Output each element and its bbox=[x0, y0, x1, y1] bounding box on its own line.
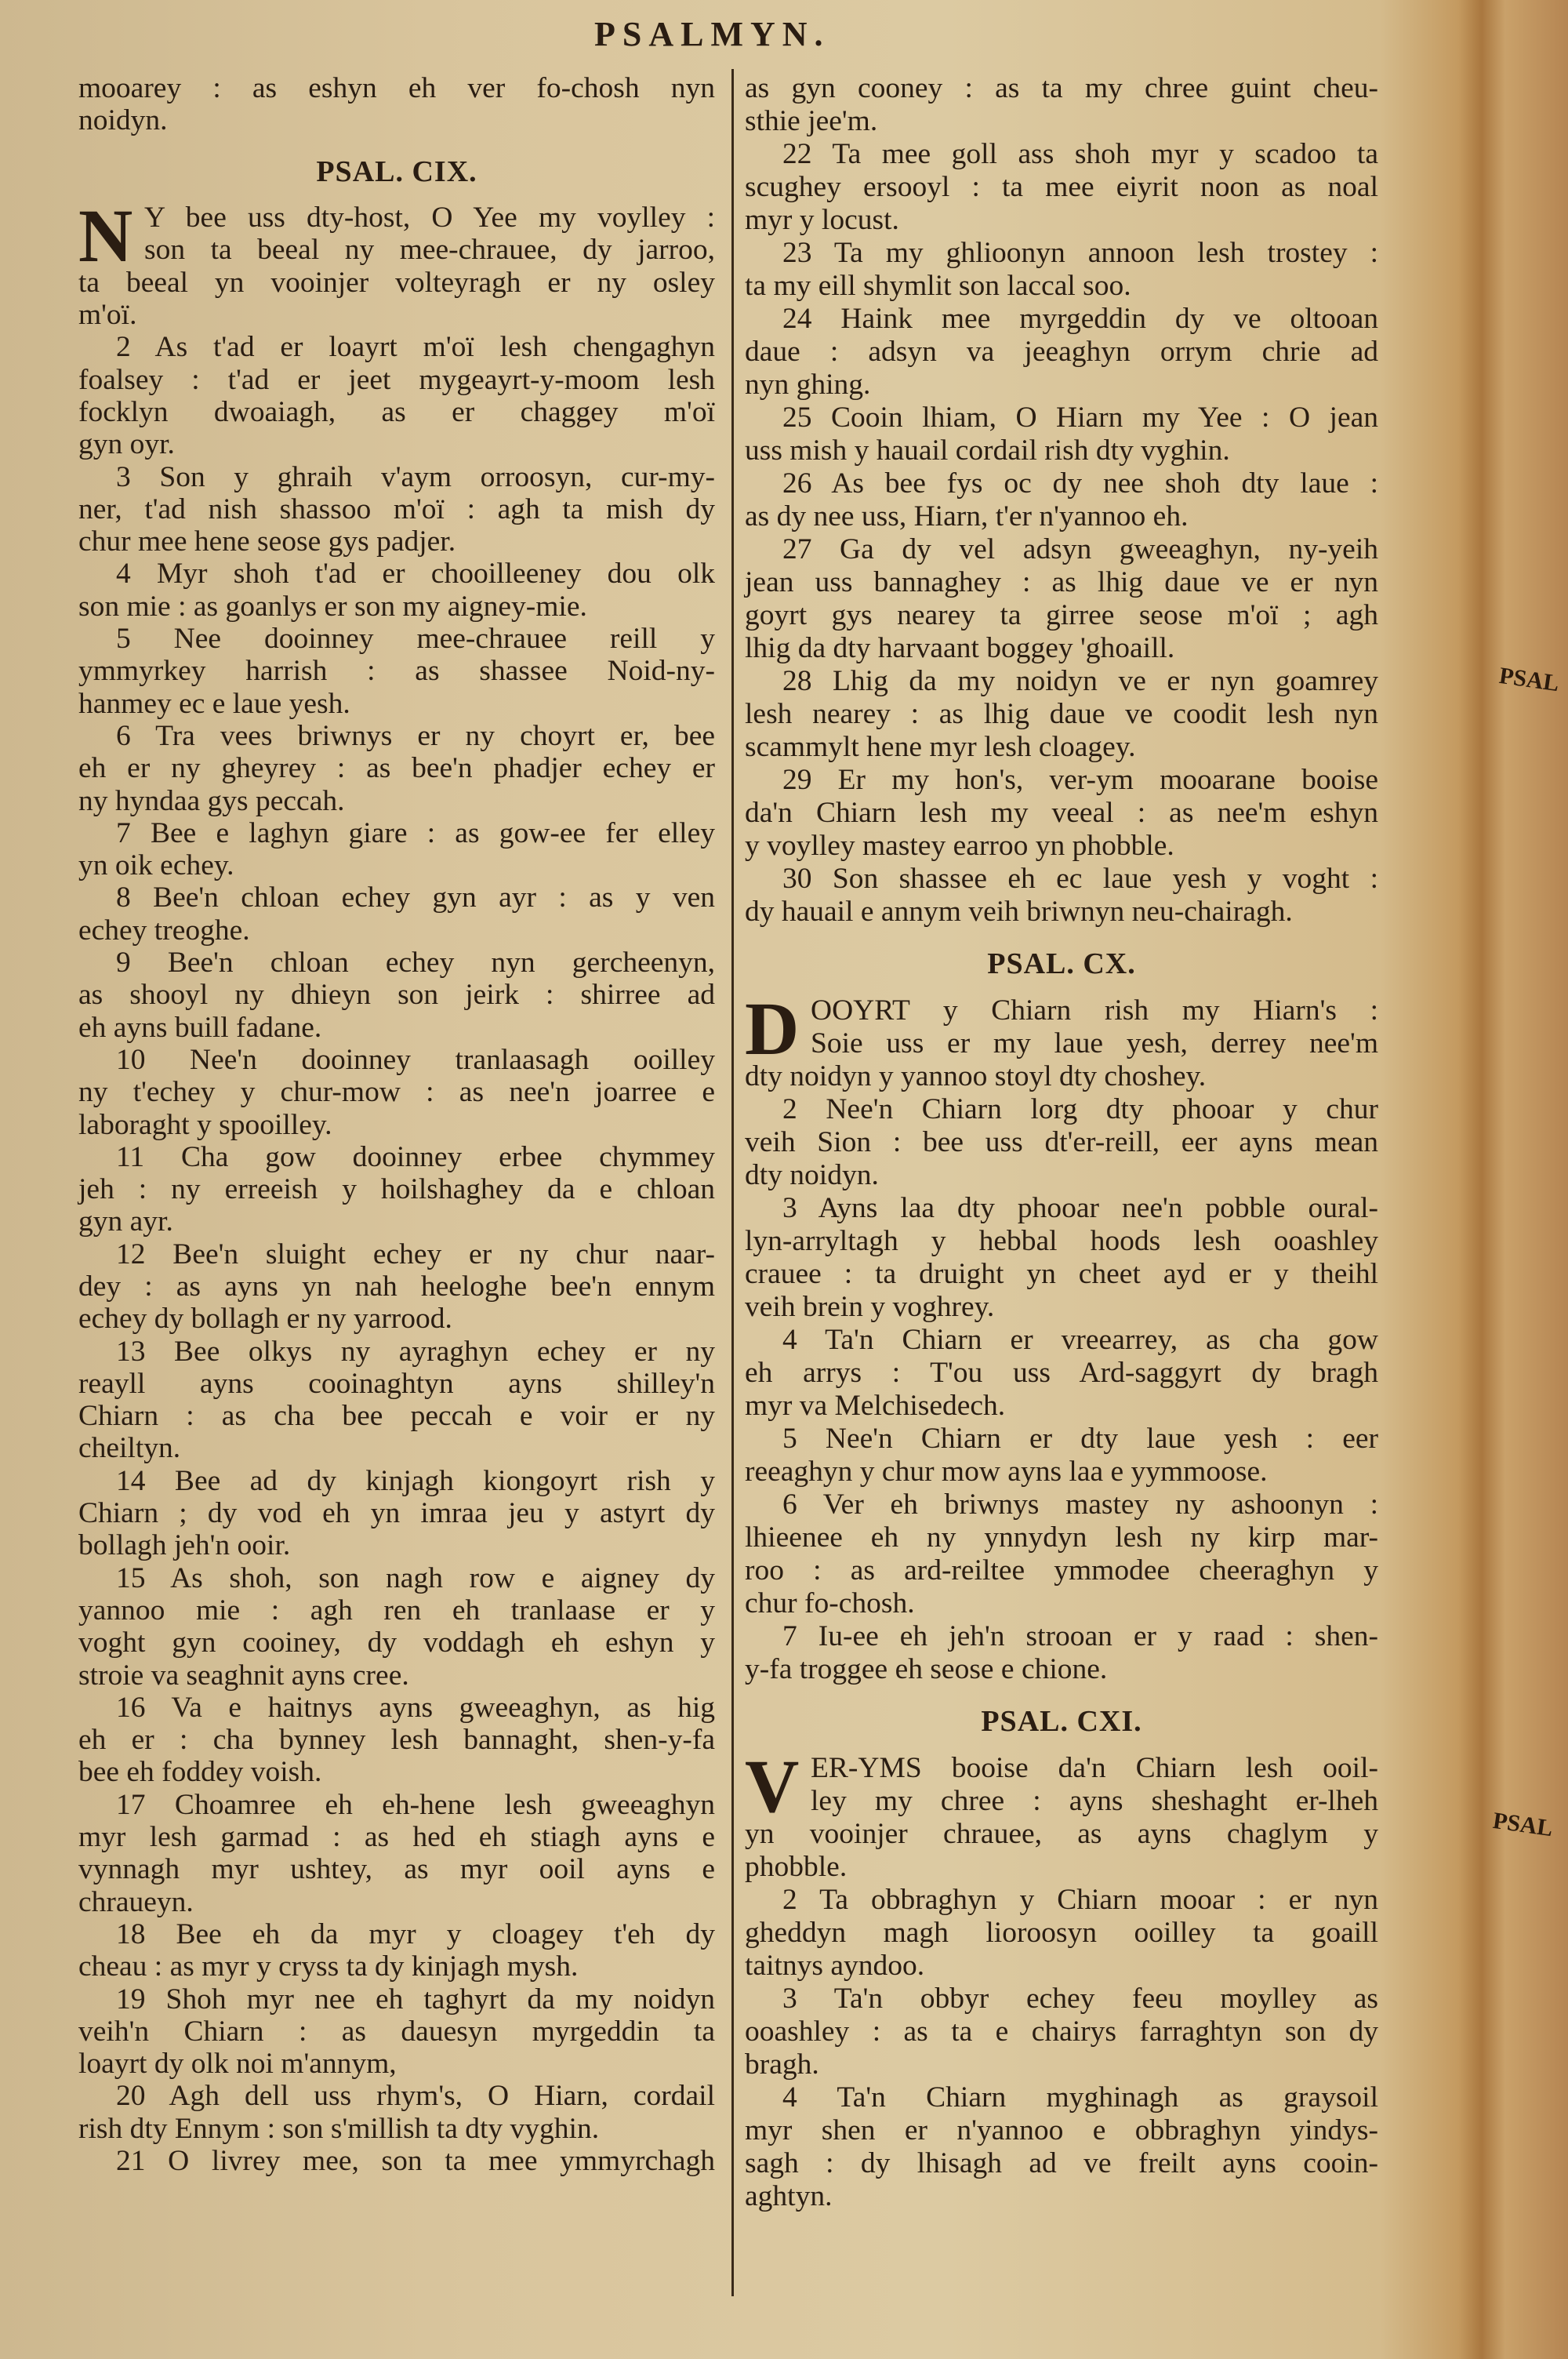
text-line: son ta beeal ny mee-chrauee, dy jarroo, bbox=[144, 234, 715, 267]
text-line: lesh nearey : as lhig daue ve coodit lesh nyn bbox=[745, 698, 1378, 730]
text-line: 27 Ga dy vel adsyn gweeaghyn, ny-yeih bbox=[782, 533, 1378, 565]
facing-page-heading-fragment: PSAL bbox=[1491, 1807, 1555, 1842]
verse-paragraph bbox=[745, 863, 1378, 929]
text-line: cheau : as myr y cryss ta dy kinjagh mysh. bbox=[78, 1950, 579, 1983]
verse-paragraph bbox=[745, 138, 1378, 237]
text-line: as dy nee uss, Hiarn, t'er n'yannoo eh. bbox=[745, 500, 1189, 533]
text-line: dty noidyn y yannoo stoyl dty choshey. bbox=[745, 1060, 1207, 1092]
verse-paragraph bbox=[745, 467, 1378, 533]
text-line: as gyn cooney : as ta my chree guint cheu- bbox=[745, 72, 1378, 104]
text-line: ymmyrkey harrish : as shassee Noid-ny- bbox=[78, 655, 715, 688]
text-line: ley my chree : ayns sheshaght er-lheh bbox=[811, 1785, 1378, 1817]
text-line: jean uss bannaghey : as lhig daue ve er nyn bbox=[745, 566, 1378, 598]
verse-paragraph bbox=[745, 1884, 1378, 1983]
text-line: yannoo mie : agh ren eh tranlaase er y bbox=[78, 1594, 715, 1627]
text-line: chur fo-chosh. bbox=[745, 1587, 915, 1619]
text-line: 7 Iu-ee eh jeh'n strooan er y raad : shen- bbox=[782, 1620, 1378, 1652]
text-line: rish dty Ennym : son s'millish ta dty vyghin. bbox=[78, 2112, 600, 2145]
text-line: 18 Bee eh da myr y cloagey t'eh dy bbox=[116, 1917, 715, 1950]
verse-paragraph bbox=[78, 1562, 715, 1692]
running-head: PSALMYN. bbox=[594, 15, 830, 53]
verse-paragraph bbox=[745, 764, 1378, 863]
psalm-opening-verse bbox=[745, 987, 1378, 1093]
verse-paragraph bbox=[78, 881, 715, 947]
psalm-opening-verse bbox=[745, 1744, 1378, 1884]
text-line: vynnagh myr ushtey, as myr ooil ayns e bbox=[78, 1853, 715, 1886]
text-line: echey treoghe. bbox=[78, 914, 250, 947]
text-line: y-fa troggee eh seose e chione. bbox=[745, 1653, 1108, 1685]
text-line: 14 Bee ad dy kinjagh kiongoyrt rish y bbox=[116, 1464, 715, 1497]
text-line: 11 Cha gow dooinney erbee chymmey bbox=[116, 1140, 715, 1173]
left-column bbox=[78, 72, 715, 2177]
verse-paragraph bbox=[78, 461, 715, 558]
verse-paragraph bbox=[78, 1044, 715, 1141]
text-line: 4 Ta'n Chiarn myghinagh as graysoil bbox=[782, 2081, 1378, 2114]
text-line: 15 As shoh, son nagh row e aigney dy bbox=[116, 1561, 715, 1594]
verse-paragraph bbox=[745, 1324, 1378, 1423]
verse-paragraph bbox=[78, 1918, 715, 1983]
text-line: scughey ersooyl : ta mee eiyrit noon as noal bbox=[745, 171, 1378, 203]
text-line: 30 Son shassee eh ec laue yesh y voght : bbox=[782, 863, 1378, 895]
text-line: sthie jee'm. bbox=[745, 105, 878, 137]
verse-paragraph bbox=[745, 303, 1378, 402]
verse-paragraph bbox=[745, 1192, 1378, 1324]
text-line: chur mee hene seose gys padjer. bbox=[78, 525, 456, 558]
text-line: 6 Ver eh briwnys mastey ny ashoonyn : bbox=[782, 1488, 1378, 1521]
text-line: 6 Tra vees briwnys er ny choyrt er, bee bbox=[116, 719, 715, 752]
text-line: 5 Nee'n Chiarn er dty laue yesh : eer bbox=[782, 1423, 1378, 1455]
text-line: mooarey : as eshyn eh ver fo-chosh nyn bbox=[78, 72, 715, 104]
text-line: foalsey : t'ad er jeet mygeayrt-y-moom lesh bbox=[78, 363, 715, 396]
text-line: 17 Choamree eh eh-hene lesh gweeaghyn bbox=[116, 1788, 715, 1821]
text-line: ny t'echey y chur-mow : as nee'n joarree e bbox=[78, 1076, 715, 1109]
text-line: sagh : dy lhisagh ad ve freilt ayns cooin- bbox=[745, 2147, 1378, 2179]
text-line: 3 Ta'n obbyr echey feeu moylley as bbox=[782, 1983, 1378, 2015]
text-line: y voylley mastey earroo yn phobble. bbox=[745, 830, 1174, 862]
verse-paragraph bbox=[78, 1983, 715, 2081]
text-line: 22 Ta mee goll ass shoh myr y scadoo ta bbox=[782, 138, 1378, 170]
drop-cap: D bbox=[745, 987, 800, 1070]
text-line: 26 As bee fys oc dy nee shoh dty laue : bbox=[782, 467, 1378, 500]
text-line: lhieenee eh ny ynnydyn lesh ny kirp mar- bbox=[745, 1521, 1378, 1554]
text-line: dty noidyn. bbox=[745, 1159, 879, 1191]
text-line: 3 Ayns laa dty phooar nee'n pobble oural- bbox=[782, 1192, 1378, 1224]
verse-paragraph bbox=[78, 1238, 715, 1336]
text-line: lyn-arryltagh y hebbal hoods lesh ooashley bbox=[745, 1225, 1378, 1257]
text-line: ER-YMS booise da'n Chiarn lesh ooil- bbox=[811, 1752, 1378, 1784]
verse-paragraph bbox=[745, 72, 1378, 138]
text-line: 2 Nee'n Chiarn lorg dty phooar y chur bbox=[782, 1093, 1378, 1125]
text-line: ooashley : as ta e chairys farraghtyn son dy bbox=[745, 2016, 1378, 2048]
text-line: da'n Chiarn lesh my veeal : as nee'm eshyn bbox=[745, 797, 1378, 829]
text-line: reeaghyn y chur mow ayns laa e yymmoose. bbox=[745, 1456, 1268, 1488]
text-line: bee eh foddey voish. bbox=[78, 1756, 322, 1789]
text-line: eh er : cha bynney lesh bannaght, shen-y-fa bbox=[78, 1724, 715, 1757]
text-line: dey : as ayns yn nah heeloghe bee'n ennym bbox=[78, 1270, 715, 1303]
text-line: 8 Bee'n chloan echey gyn ayr : as y ven bbox=[116, 881, 715, 914]
verse-paragraph bbox=[78, 558, 715, 623]
text-line: 20 Agh dell uss rhym's, O Hiarn, cordail bbox=[116, 2080, 715, 2113]
text-line: ny hyndaa gys peccah. bbox=[78, 784, 345, 817]
verse-paragraph bbox=[78, 2145, 715, 2177]
text-line: as shooyl ny dhieyn son jeirk : shirree ad bbox=[78, 979, 715, 1012]
text-line: focklyn dwoaiagh, as er chaggey m'oï bbox=[78, 395, 715, 428]
text-line: crauee : ta druight yn cheet ayd er y theihl bbox=[745, 1258, 1378, 1290]
verse-paragraph bbox=[745, 402, 1378, 467]
text-line: uss mish y hauail cordail rish dty vyghin. bbox=[745, 434, 1230, 467]
facing-page-edge bbox=[1482, 0, 1568, 2359]
text-line: eh ayns buill fadane. bbox=[78, 1011, 322, 1044]
text-line: Soie uss er my laue yesh, derrey nee'm bbox=[811, 1027, 1378, 1060]
text-line: 16 Va e haitnys ayns gweeaghyn, as hig bbox=[116, 1691, 715, 1724]
text-line: yn vooinjer chrauee, as ayns chaglym y bbox=[745, 1818, 1378, 1850]
text-line: veih brein y voghrey. bbox=[745, 1291, 995, 1323]
text-line: cheiltyn. bbox=[78, 1432, 181, 1465]
text-line: yn oik echey. bbox=[78, 849, 234, 882]
psalm-opening-verse bbox=[78, 194, 715, 332]
verse-paragraph bbox=[78, 1336, 715, 1465]
verse-paragraph bbox=[78, 1789, 715, 1918]
text-line: gheddyn magh lioroosyn ooilley ta goaill bbox=[745, 1917, 1378, 1949]
verse-paragraph bbox=[745, 665, 1378, 764]
verse-paragraph bbox=[78, 1465, 715, 1562]
text-line: chraueyn. bbox=[78, 1885, 194, 1918]
text-line: 10 Nee'n dooinney tranlaasagh ooilley bbox=[116, 1043, 715, 1076]
verse-paragraph bbox=[745, 237, 1378, 303]
text-line: ta my eill shymlit son laccal soo. bbox=[745, 270, 1131, 302]
text-line: 2 Ta obbraghyn y Chiarn mooar : er nyn bbox=[782, 1884, 1378, 1916]
verse-paragraph bbox=[745, 1983, 1378, 2081]
text-line: scammylt hene myr lesh cloagey. bbox=[745, 731, 1136, 763]
text-line: laboraght y spooilley. bbox=[78, 1108, 332, 1141]
text-line: 23 Ta my ghlioonyn annoon lesh trostey : bbox=[782, 237, 1378, 269]
text-line: 25 Cooin lhiam, O Hiarn my Yee : O jean bbox=[782, 402, 1378, 434]
text-line: noidyn. bbox=[78, 104, 168, 137]
text-line: lhig da dty harvaant boggey 'ghoaill. bbox=[745, 632, 1175, 664]
text-line: nyn ghing. bbox=[745, 369, 871, 401]
text-line: 21 O livrey mee, son ta mee ymmyrchagh bbox=[116, 2145, 715, 2177]
text-line: myr va Melchisedech. bbox=[745, 1390, 1006, 1422]
text-line: roo : as ard-reiltee ymmodee cheeraghyn y bbox=[745, 1554, 1378, 1587]
verse-paragraph bbox=[78, 947, 715, 1044]
text-line: gyn oyr. bbox=[78, 428, 175, 461]
text-line: 3 Son y ghraih v'aym orroosyn, cur-my- bbox=[116, 460, 715, 493]
text-line: myr y locust. bbox=[745, 204, 899, 236]
verse-paragraph bbox=[78, 720, 715, 817]
text-line: 2 As t'ad er loayrt m'oï lesh chengaghyn bbox=[116, 331, 715, 364]
text-line: 5 Nee dooinney mee-chrauee reill y bbox=[116, 623, 715, 656]
verse-paragraph bbox=[745, 1423, 1378, 1488]
verse-paragraph bbox=[78, 623, 715, 720]
verse-paragraph bbox=[745, 1620, 1378, 1686]
column-divider bbox=[731, 69, 734, 2296]
text-line: 28 Lhig da my noidyn ve er nyn goamrey bbox=[782, 665, 1378, 697]
text-line: 12 Bee'n sluight echey er ny chur naar- bbox=[116, 1238, 715, 1270]
drop-cap: V bbox=[745, 1744, 800, 1828]
verse-paragraph bbox=[745, 1488, 1378, 1620]
text-line: m'oï. bbox=[78, 299, 137, 332]
verse-paragraph bbox=[745, 2081, 1378, 2213]
text-line: jeh : ny erreeish y hoilshaghey da e chloan bbox=[78, 1173, 715, 1206]
text-line: aghtyn. bbox=[745, 2180, 833, 2212]
verse-paragraph bbox=[78, 1141, 715, 1238]
text-line: OOYRT y Chiarn rish my Hiarn's : bbox=[811, 994, 1378, 1027]
text-line: taitnys ayndoo. bbox=[745, 1950, 925, 1982]
psalm-heading: PSAL. CIX. bbox=[316, 154, 477, 188]
text-line: son mie : as goanlys er son my aigney-mie. bbox=[78, 590, 587, 623]
text-line: bollagh jeh'n ooir. bbox=[78, 1529, 291, 1562]
text-line: 7 Bee e laghyn giare : as gow-ee fer elley bbox=[116, 816, 715, 849]
text-line: 24 Haink mee myrgeddin dy ve oltooan bbox=[782, 303, 1378, 335]
text-line: reayll ayns cooinaghtyn ayns shilley'n bbox=[78, 1367, 715, 1400]
facing-page-heading-fragment: PSAL bbox=[1497, 662, 1561, 697]
text-line: voght gyn cooiney, dy voddagh eh eshyn y bbox=[78, 1627, 715, 1659]
text-line: 9 Bee'n chloan echey nyn gercheenyn, bbox=[116, 947, 715, 980]
drop-cap: N bbox=[78, 194, 133, 278]
text-line: myr lesh garmad : as hed eh stiagh ayns e bbox=[78, 1821, 715, 1854]
text-line: Chiarn ; dy vod eh yn imraa jeu y astyrt dy bbox=[78, 1497, 715, 1530]
text-line: ner, t'ad nish shassoo m'oï : agh ta mish dy bbox=[78, 493, 715, 525]
text-line: phobble. bbox=[745, 1851, 848, 1883]
text-line: 29 Er my hon's, ver-ym mooarane booise bbox=[782, 764, 1378, 796]
text-line: veih Sion : bee uss dt'er-reill, eer ayns mean bbox=[745, 1126, 1378, 1158]
text-line: Y bee uss dty-host, O Yee my voylley : bbox=[144, 202, 715, 234]
text-line: 4 Ta'n Chiarn er vreearrey, as cha gow bbox=[782, 1324, 1378, 1356]
text-line: ta beeal yn vooinjer volteyragh er ny osley bbox=[78, 266, 715, 299]
text-line: hanmey ec e laue yesh. bbox=[78, 687, 350, 720]
psalm-heading: PSAL. CXI. bbox=[981, 1705, 1142, 1738]
text-line: eh er ny gheyrey : as bee'n phadjer echey er bbox=[78, 752, 715, 785]
verse-paragraph bbox=[78, 72, 715, 137]
text-line: loayrt dy olk noi m'annym, bbox=[78, 2048, 397, 2081]
text-line: stroie va seaghnit ayns cree. bbox=[78, 1659, 409, 1692]
text-line: Chiarn : as cha bee peccah e voir er ny bbox=[78, 1400, 715, 1433]
verse-paragraph bbox=[78, 1692, 715, 1789]
text-line: daue : adsyn va jeeaghyn orrym chrie ad bbox=[745, 336, 1378, 368]
text-line: 4 Myr shoh t'ad er chooilleeney dou olk bbox=[116, 558, 715, 591]
text-line: bragh. bbox=[745, 2048, 819, 2081]
right-column bbox=[745, 72, 1378, 2213]
text-line: goyrt gys nearey ta girree seose m'oï ; agh bbox=[745, 599, 1378, 631]
text-line: gyn ayr. bbox=[78, 1205, 173, 1238]
verse-paragraph bbox=[78, 331, 715, 460]
verse-paragraph bbox=[745, 1093, 1378, 1192]
text-line: 13 Bee olkys ny ayraghyn echey er ny bbox=[116, 1335, 715, 1368]
verse-paragraph bbox=[745, 533, 1378, 665]
psalm-heading: PSAL. CX. bbox=[987, 947, 1136, 980]
text-line: myr shen er n'yannoo e obbraghyn yindys- bbox=[745, 2114, 1378, 2146]
text-line: dy hauail e annym veih briwnyn neu-chairagh. bbox=[745, 896, 1293, 928]
text-line: eh arrys : T'ou uss Ard-saggyrt dy bragh bbox=[745, 1357, 1378, 1389]
text-line: echey dy bollagh er ny yarrood. bbox=[78, 1303, 452, 1336]
text-line: 19 Shoh myr nee eh taghyrt da my noidyn bbox=[116, 1983, 715, 2016]
verse-paragraph bbox=[78, 817, 715, 882]
verse-paragraph bbox=[78, 2080, 715, 2145]
text-line: veih'n Chiarn : as dauesyn myrgeddin ta bbox=[78, 2015, 715, 2048]
